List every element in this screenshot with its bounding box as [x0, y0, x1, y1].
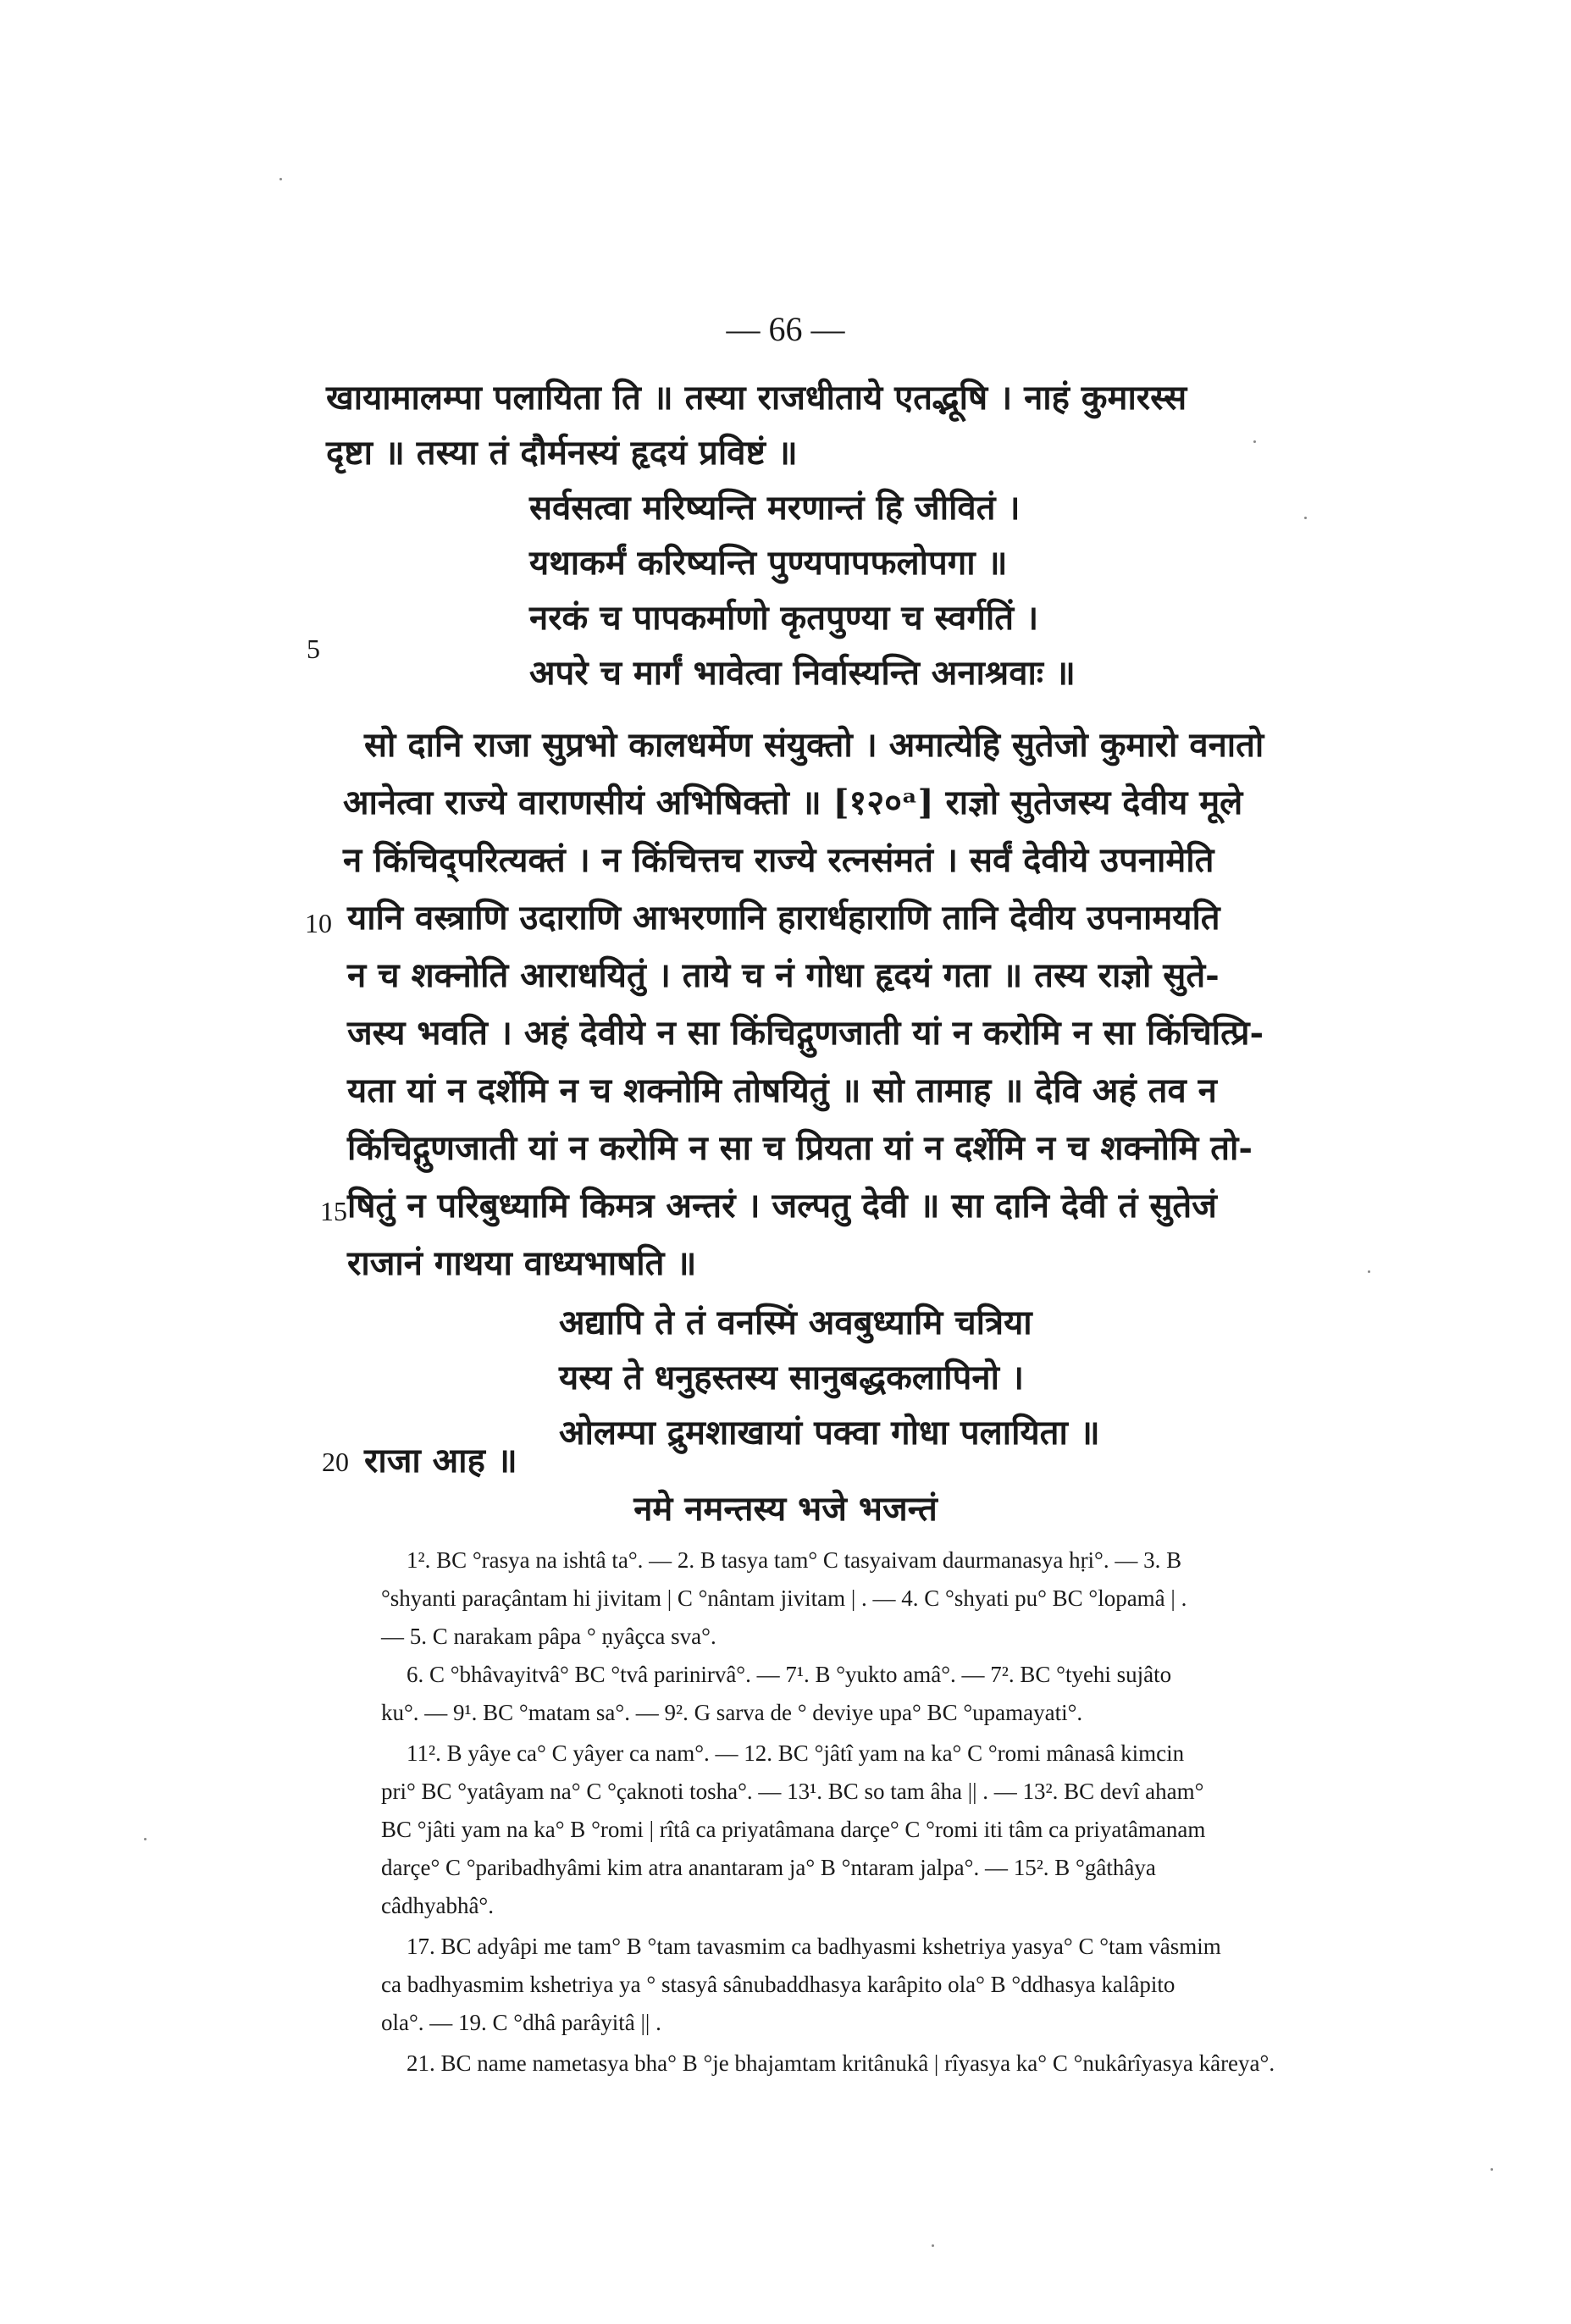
scan-speck [279, 178, 282, 180]
scan-speck [1368, 1270, 1370, 1273]
note-line-10: câdhyabhâ°. [381, 1893, 494, 1918]
page-number: — 66 — [726, 310, 845, 348]
verse-line-3: सर्वसत्वा मरिष्यन्ति मरणान्तं हि जीवितं । [529, 488, 1021, 528]
verse-line-4: यथाकर्मं करिष्यन्ति पुण्यपापफलोपगा ॥ [529, 543, 1008, 583]
note-line-2: °shyanti paraçântam hi jivitam | C °nântam jivitam | . — 4. C °shyati pu° BC °lopamâ | . [381, 1585, 1187, 1611]
text-line-9: न किंचिद्परित्यक्तं । न किंचित्तच राज्ये रत्नसंमतं । सर्वं देवीये उपनामेति [343, 840, 1214, 880]
scan-speck [1491, 2168, 1493, 2171]
verse-line-17: अद्यापि ते तं वनस्मिं अवबुध्यामि चत्रिया [559, 1303, 1032, 1342]
verse-line-19: ओलम्पा द्रुमशाखायां पक्वा गोधा पलायिता ॥ [559, 1413, 1100, 1452]
note-line-9: darçe° C °paribadhyâmi kim atra anantaram ja° B °ntaram jalpa°. — 15². B °gâthâya [381, 1855, 1156, 1880]
note-line-8: BC °jâti yam na ka° B °romi | rîtâ ca priyatâmana darçe° C °romi iti tâm ca priyatâmanam [381, 1817, 1206, 1842]
scan-speck [1304, 517, 1307, 519]
note-line-1: 1². BC °rasya na ishtâ ta°. — 2. B tasya tam° C tasyaivam daurmanasya hṛi°. — 3. B [407, 1547, 1182, 1573]
text-line-20: राजा आह ॥ [364, 1441, 517, 1480]
verse-line-5: नरकं च पापकर्माणो कृतपुण्या च स्वर्गतिं । [529, 598, 1039, 638]
text-line-15: षितुं न परिबुध्यामि किमत्र अन्तरं । जल्पतु देवी ॥ सा दानि देवी तं सुतेजं [347, 1186, 1217, 1226]
note-line-11: 17. BC adyâpi me tam° B °tam tavasmim ca badhyasmi kshetriya yasya° C °tam vâsmim [407, 1934, 1221, 1959]
scan-speck [1253, 440, 1256, 443]
scan-speck [932, 2244, 934, 2247]
note-line-6: 11². B yâye ca° C yâyer ca nam°. — 12. BC °jâtî yam na ka° C °romi mânasâ kimcin [407, 1740, 1185, 1766]
text-line-11: न च शक्नोति आराधयितुं । ताये च नं गोधा हृदयं गता ॥ तस्य राज्ञो सुते- [347, 955, 1220, 995]
text-line-2: दृष्टा ॥ तस्या तं दौर्मनस्यं हृदयं प्रविष्टं ॥ [326, 433, 798, 473]
line-number-20: 20 [322, 1447, 349, 1477]
verse-line-6: अपरे च मार्गं भावेत्वा निर्वास्यन्ति अनाश्रवाः ॥ [529, 653, 1076, 693]
note-line-5: ku°. — 9¹. BC °matam sa°. — 9². G sarva de ° deviye upa° BC °upamayati°. [381, 1700, 1083, 1725]
line-number-15: 15 [320, 1196, 347, 1226]
text-line-10: यानि वस्त्राणि उदाराणि आभरणानि हारार्धहाराणि तानि देवीय उपनामयति [347, 898, 1220, 938]
text-line-7: सो दानि राजा सुप्रभो कालधर्मेण संयुक्तो । अमात्येहि सुतेजो कुमारो वनातो [364, 725, 1264, 765]
text-line-1: खायामालम्पा पलायिता ति ॥ तस्या राजधीताये एतद्भूषि । नाहं कुमारस्स [326, 378, 1187, 418]
text-line-13: यता यां न दर्शेमि न च शक्नोमि तोषयितुं ॥ सो तामाह ॥ देवि अहं तव न [347, 1071, 1217, 1110]
note-line-4: 6. C °bhâvayitvâ° BC °tvâ parinirvâ°. — 7¹. B °yukto amâ°. — 7². BC °tyehi sujâto [407, 1662, 1172, 1687]
line-number-10: 10 [305, 908, 332, 938]
note-line-3: — 5. C narakam pâpa ° ṇyâçca sva°. [381, 1624, 716, 1649]
note-line-12: ca badhyasmim kshetriya ya ° stasyâ sânubaddhasya karâpito ola° B °ddhasya kalâpito [381, 1972, 1175, 1997]
text-line-12: जस्य भवति । अहं देवीये न सा किंचिद्गुणजाती यां न करोमि न सा किंचित्प्रि- [347, 1013, 1264, 1053]
note-line-14: 21. BC name nametasya bha° B °je bhajamtam kritânukâ | rîyasya ka° C °nukârîyasya kâreya°. [407, 2050, 1275, 2076]
verse-line-18: यस्य ते धनुहस्तस्य सानुबद्धकलापिनो । [559, 1358, 1025, 1397]
line-number-5: 5 [307, 634, 320, 664]
section-heading: नमे नमन्तस्य भजे भजन्तं [633, 1489, 938, 1529]
text-line-8: आनेत्वा राज्ये वाराणसीयं अभिषिक्तो ॥ [१२०ᵃ] राज्ञो सुतेजस्य देवीय मूले [343, 783, 1243, 822]
text-line-16: राजानं गाथया वाध्यभाषति ॥ [347, 1243, 697, 1283]
note-line-7: pri° BC °yatâyam na° C °çaknoti tosha°. — 13¹. BC so tam âha || . — 13². BC devî aham° [381, 1779, 1204, 1804]
text-line-14: किंचिद्गुणजाती यां न करोमि न सा च प्रियता यां न दर्शेमि न च शक्नोमि तो- [347, 1128, 1253, 1168]
note-line-13: ola°. — 19. C °dhâ parâyitâ || . [381, 2010, 661, 2035]
scan-speck [144, 1838, 147, 1840]
